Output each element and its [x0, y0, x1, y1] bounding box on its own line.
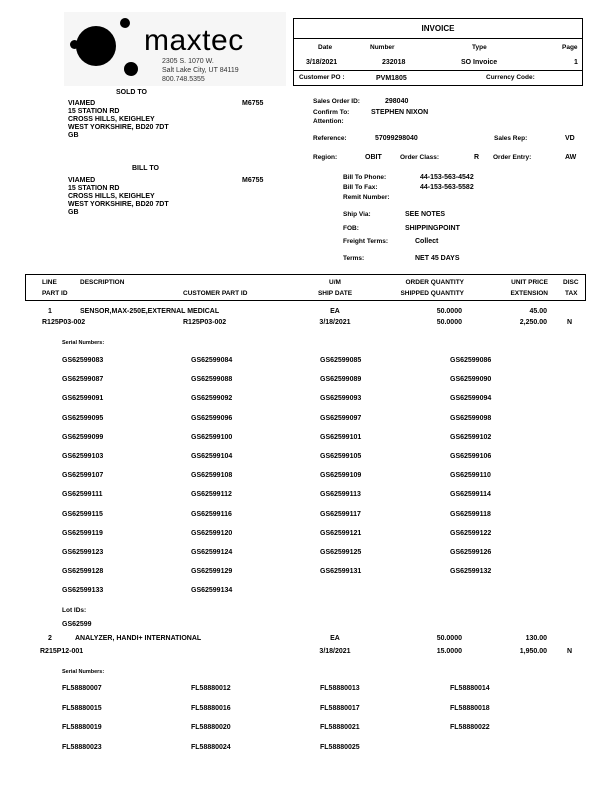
sales-order-id: 298040 [385, 98, 409, 105]
serial-number: GS62599119 [62, 529, 103, 537]
serial-number: GS62599131 [320, 568, 362, 576]
serial-number: GS62599106 [450, 453, 492, 460]
serial-number: FL58880013 [320, 685, 360, 692]
col-shipped-qty: SHIPPED QUANTITY [400, 290, 464, 297]
serial-number: GS62599121 [320, 529, 362, 537]
serial-number: FL58880020 [191, 724, 231, 731]
serial-number: GS62599096 [191, 414, 233, 422]
col-ship-date: SHIP DATE [317, 290, 353, 297]
bill-to-heading: BILL TO [132, 165, 159, 172]
item-1-um: EA [330, 308, 340, 315]
item-2-serial-label: Serial Numbers: [62, 669, 105, 675]
sales-order-label: Sales Order ID: [313, 98, 360, 105]
serial-number: GS62599128 [62, 568, 104, 576]
item-2-tax: N [567, 648, 573, 655]
serial-number: GS62599123 [62, 549, 104, 556]
item-1-tax: N [567, 319, 573, 326]
serial-number: FL58880024 [191, 743, 231, 751]
invoice-title: INVOICE [421, 24, 455, 33]
customer-po: PVM1805 [376, 75, 407, 82]
serial-number: GS62599116 [191, 510, 232, 518]
ship-via: SEE NOTES [405, 211, 446, 218]
serial-number: GS62599101 [320, 433, 362, 441]
col-description: DESCRIPTION [80, 279, 125, 286]
item-1-description: SENSOR,MAX-250E,EXTERNAL MEDICAL [80, 308, 220, 315]
col-extension: EXTENSION [510, 290, 548, 297]
serial-number: GS62599126 [450, 549, 492, 556]
col-tax: TAX [565, 290, 578, 297]
terms-label: Terms: [343, 255, 365, 262]
serial-number: FL58880021 [320, 724, 360, 731]
item-1-unit-price: 45.00 [529, 308, 547, 315]
serial-number: FL58880019 [62, 724, 102, 731]
serial-number: GS62599120 [191, 529, 233, 537]
serial-number: GS62599111 [62, 491, 103, 499]
bill-to-name: VIAMED [68, 177, 96, 184]
serial-number: GS62599133 [62, 587, 104, 595]
page-label: Page [562, 44, 578, 51]
sold-to-name: VIAMED [68, 100, 96, 107]
item-1-customer-part-id: R125P03-002 [183, 319, 227, 326]
col-um: U/M [329, 279, 341, 286]
terms: NET 45 DAYS [415, 255, 460, 262]
serial-number: FL58880025 [320, 743, 360, 751]
serial-number: FL58880007 [62, 685, 102, 692]
type-label: Type [472, 44, 487, 51]
serial-number: GS62599107 [62, 472, 104, 480]
serial-number: GS62599098 [450, 414, 492, 422]
serial-number: GS62599094 [450, 395, 492, 403]
logo-dot-large [76, 26, 116, 66]
item-1-serial-label: Serial Numbers: [62, 340, 105, 346]
sold-to-city: CROSS HILLS, KEIGHLEY [68, 116, 155, 123]
freight-terms-label: Freight Terms: [343, 238, 389, 245]
serial-number: GS62599095 [62, 414, 104, 422]
serial-number: GS62599086 [450, 357, 492, 364]
confirm-to-label: Confirm To: [313, 109, 350, 116]
item-2-description: ANALYZER, HANDI+ INTERNATIONAL [75, 635, 202, 642]
order-entry-label: Order Entry: [493, 154, 532, 161]
logo-dot-top [120, 18, 130, 28]
serial-number: GS62599105 [320, 453, 362, 460]
serial-number: FL58880023 [62, 743, 102, 751]
serial-number: FL58880022 [450, 724, 490, 731]
serial-number: FL58880012 [191, 685, 231, 692]
serial-number: GS62599090 [450, 376, 492, 384]
serial-number: GS62599122 [450, 529, 492, 537]
sold-to-heading: SOLD TO [116, 89, 147, 96]
confirm-to: STEPHEN NIXON [371, 109, 429, 116]
invoice-page: 1 [574, 59, 578, 66]
col-disc: DISC [563, 279, 579, 286]
customer-po-label: Customer PO : [299, 74, 345, 81]
serial-number: GS62599097 [320, 414, 362, 422]
serial-number: GS62599099 [62, 433, 104, 441]
sales-rep: VD [565, 135, 575, 142]
sold-to-country: GB [68, 132, 79, 139]
date-label: Date [318, 44, 333, 51]
serial-number: GS62599134 [191, 587, 233, 595]
invoice-number: 232018 [382, 59, 406, 66]
logo-wordmark: maxtec [144, 24, 244, 57]
serial-number: GS62599104 [191, 453, 233, 460]
serial-number: GS62599100 [191, 433, 233, 441]
invoice-type: SO Invoice [461, 59, 498, 66]
serial-number: GS62599132 [450, 568, 492, 576]
item-2-line: 2 [48, 635, 52, 642]
serial-number: GS62599115 [62, 510, 103, 518]
serial-number: GS62599093 [320, 395, 362, 403]
serial-number: GS62599088 [191, 376, 233, 384]
bill-to-street: 15 STATION RD [68, 185, 120, 192]
serial-number: FL58880017 [320, 704, 360, 712]
item-1-order-qty: 50.0000 [436, 308, 462, 315]
sold-to-region: WEST YORKSHIRE, BD20 7DT [68, 124, 169, 131]
bill-to-city: CROSS HILLS, KEIGHLEY [68, 193, 155, 200]
region-label: Region: [313, 154, 338, 161]
item-2-part-id: R215P12-001 [40, 648, 84, 655]
serial-number: FL58880014 [450, 685, 490, 692]
invoice-header-box [293, 18, 583, 86]
bill-to-region: WEST YORKSHIRE, BD20 7DT [68, 201, 169, 208]
serial-number: FL58880016 [191, 704, 231, 712]
serial-number: FL58880018 [450, 704, 490, 712]
col-part-id: PART ID [42, 290, 68, 297]
reference: 57099298040 [375, 135, 418, 142]
fob-label: FOB: [343, 225, 359, 232]
serial-number: GS62599085 [320, 357, 362, 364]
bill-to-phone-label: Bill To Phone: [343, 174, 387, 181]
order-entry: AW [565, 154, 577, 161]
serial-number: GS62599092 [191, 395, 233, 403]
company-address-2: Salt Lake City, UT 84119 [162, 67, 239, 74]
bill-to-fax: 44-153-563-5582 [420, 184, 474, 191]
order-class-label: Order Class: [400, 154, 440, 161]
serial-number: GS62599103 [62, 453, 104, 460]
serial-number: GS62599091 [62, 395, 104, 403]
col-customer-part-id: CUSTOMER PART ID [183, 290, 248, 297]
company-address-1: 2305 S. 1070 W. [162, 58, 214, 65]
bill-to-fax-label: Bill To Fax: [343, 184, 378, 191]
serial-number: GS62599102 [450, 433, 492, 441]
logo-dot-small [70, 40, 79, 49]
serial-number: GS62599118 [450, 510, 491, 518]
col-unit-price: UNIT PRICE [511, 279, 548, 286]
attention-label: Attention: [313, 118, 344, 125]
item-1-extension: 2,250.00 [519, 319, 547, 326]
fob: SHIPPINGPOINT [405, 225, 460, 232]
serial-number: GS62599110 [450, 472, 491, 480]
currency-code-label: Currency Code: [486, 74, 535, 81]
col-order-qty: ORDER QUANTITY [405, 279, 464, 286]
item-1-part-id: R125P03-002 [42, 319, 86, 326]
remit-number-label: Remit Number: [343, 194, 390, 201]
logo-dot-bottom [124, 62, 138, 76]
item-2-um: EA [330, 635, 340, 642]
item-1-ship-date: 3/18/2021 [319, 319, 351, 326]
serial-number: GS62599109 [320, 472, 362, 480]
item-2-unit-price: 130.00 [525, 635, 547, 642]
sold-to-street: 15 STATION RD [68, 108, 120, 115]
serial-number: FL58880015 [62, 704, 102, 712]
invoice-date: 3/18/2021 [306, 59, 338, 66]
serial-number: GS62599124 [191, 549, 233, 556]
region: OBIT [365, 154, 382, 161]
item-1-lot-id: GS62599 [62, 621, 92, 628]
company-logo [64, 12, 286, 86]
serial-number: GS62599129 [191, 568, 233, 576]
freight-terms: Collect [415, 238, 439, 245]
bill-to-country: GB [68, 209, 79, 216]
serial-number: GS62599113 [320, 491, 361, 499]
item-2-extension: 1,950.00 [519, 648, 547, 655]
serial-number: GS62599108 [191, 472, 233, 480]
item-1-lot-label: Lot IDs: [62, 607, 87, 614]
serial-number: GS62599112 [191, 491, 232, 499]
ship-via-label: Ship Via: [343, 211, 371, 218]
item-2-shipped-qty: 15.0000 [436, 648, 462, 655]
serial-number: GS62599089 [320, 376, 362, 384]
serial-number: GS62599083 [62, 357, 104, 364]
col-line: LINE [42, 279, 57, 286]
item-1-line: 1 [48, 308, 52, 315]
sales-rep-label: Sales Rep: [494, 135, 528, 142]
order-class: R [474, 154, 480, 161]
serial-number: GS62599087 [62, 376, 104, 384]
serial-number: GS62599084 [191, 357, 233, 364]
number-label: Number [370, 44, 395, 51]
bill-to-account: M6755 [242, 177, 264, 184]
serial-number: GS62599117 [320, 510, 361, 518]
item-1-shipped-qty: 50.0000 [436, 319, 462, 326]
sold-to-account: M6755 [242, 100, 264, 107]
bill-to-phone: 44-153-563-4542 [420, 174, 474, 181]
serial-number: GS62599125 [320, 549, 362, 556]
company-phone: 800.748.5355 [162, 76, 205, 83]
item-2-ship-date: 3/18/2021 [319, 648, 351, 655]
serial-number: GS62599114 [450, 491, 491, 499]
reference-label: Reference: [313, 135, 347, 142]
item-2-order-qty: 50.0000 [436, 635, 462, 642]
